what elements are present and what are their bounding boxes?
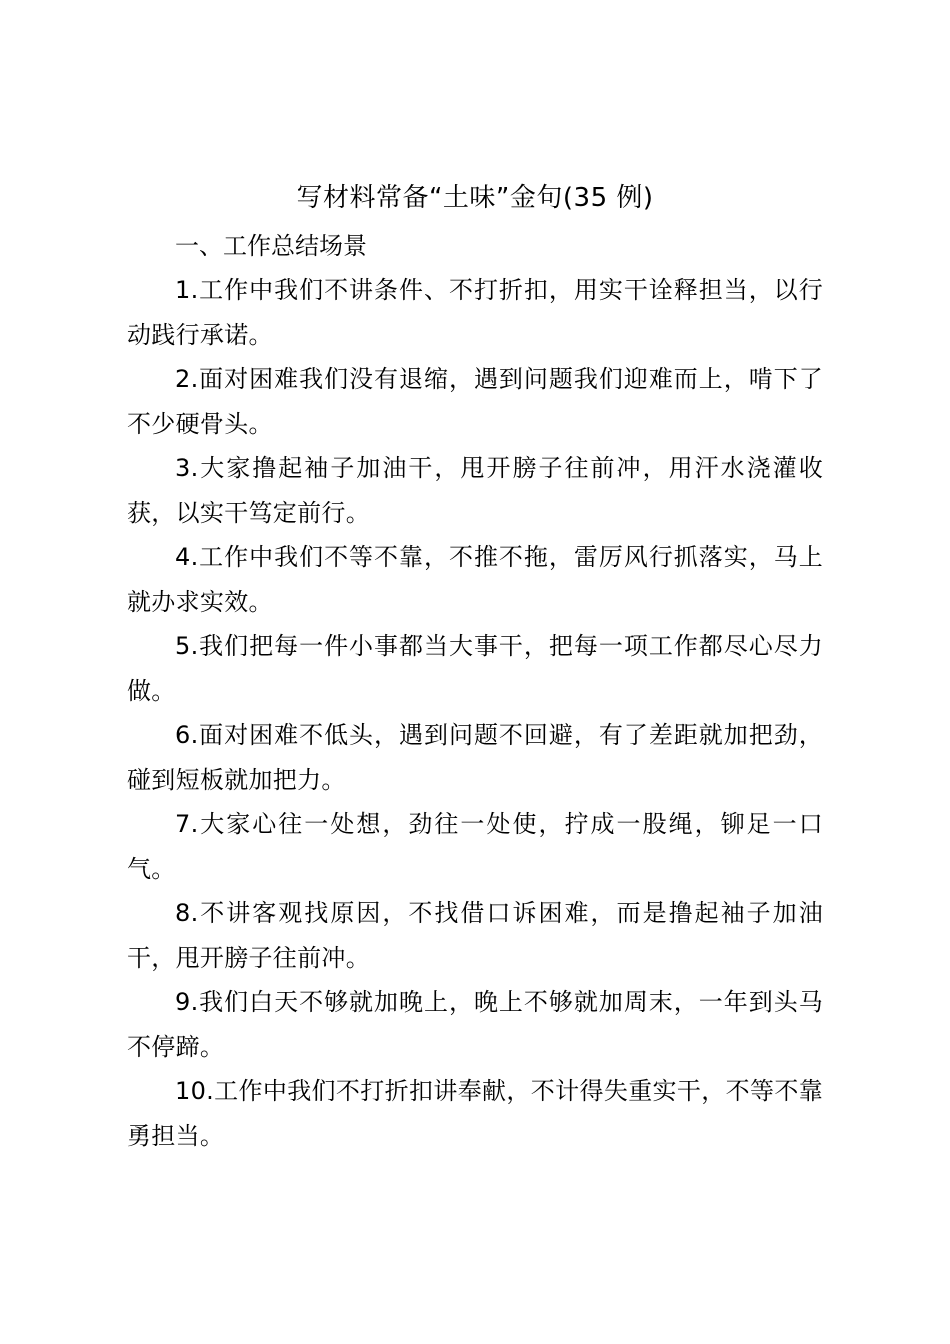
document-title: 写材料常备“土味”金句(35 例) [296, 183, 654, 213]
list-item: 5.我们把每一件小事都当大事干，把每一项工作都尽心尽力做。 [127, 632, 823, 705]
list-item: 3.大家撸起袖子加油干，甩开膀子往前冲，用汗水浇灌收获，以实干笃定前行。 [127, 454, 823, 527]
list-item: 1.工作中我们不讲条件、不打折扣，用实干诠释担当，以行动践行承诺。 [127, 276, 823, 349]
list-item: 7.大家心往一处想，劲往一处使，拧成一股绳，铆足一口气。 [127, 810, 823, 883]
list-item: 6.面对困难不低头，遇到问题不回避，有了差距就加把劲，碰到短板就加把力。 [127, 721, 823, 794]
section-heading: 一、工作总结场景 [175, 232, 367, 260]
list-item: 10.工作中我们不打折扣讲奉献，不计得失重实干，不等不靠勇担当。 [127, 1077, 823, 1150]
list-item: 9.我们白天不够就加晚上，晚上不够就加周末，一年到头马不停蹄。 [127, 988, 823, 1061]
list-item: 2.面对困难我们没有退缩，遇到问题我们迎难而上，啃下了不少硬骨头。 [127, 365, 823, 438]
list-item: 4.工作中我们不等不靠，不推不拖，雷厉风行抓落实，马上就办求实效。 [127, 543, 823, 616]
list-item: 8.不讲客观找原因，不找借口诉困难，而是撸起袖子加油干，甩开膀子往前冲。 [127, 899, 823, 972]
document-body [127, 176, 823, 1158]
